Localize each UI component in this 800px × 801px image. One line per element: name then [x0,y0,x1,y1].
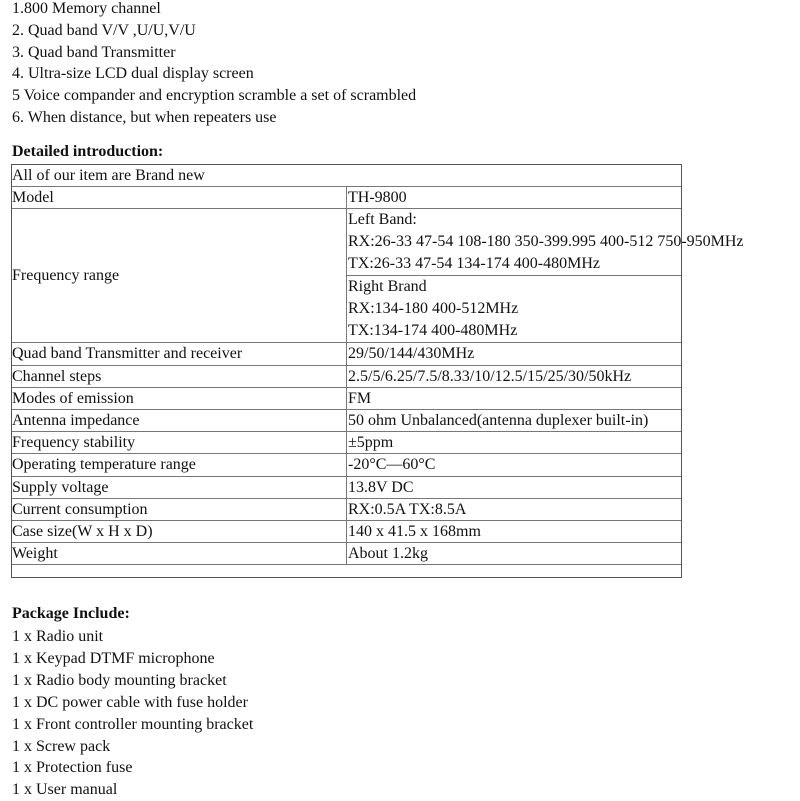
table-row [12,521,681,543]
feature-item: 1.800 Memory channel [12,0,161,17]
spec-value: -20°C—60°C [347,454,682,476]
table-row [12,387,681,409]
right-band-cell [347,276,682,343]
package-item: 1 x Front controller mounting bracket [12,715,254,733]
spec-table [12,165,744,565]
table-row [12,365,681,387]
package-include-heading: Package Include: [12,605,130,622]
table-row [12,454,681,476]
spec-label: Frequency stability [12,432,347,454]
spec-label: Modes of emission [12,387,347,409]
package-item: 1 x User manual [12,781,118,799]
right-band-title: Right Brand [348,278,427,296]
table-row [12,165,681,187]
spec-value: 29/50/144/430MHz [347,343,682,365]
feature-list [12,0,416,129]
left-band-cell [347,209,744,276]
spec-label: Current consumption [12,498,347,520]
spec-value: 13.8V DC [347,476,682,498]
intro-cell: All of our item are Brand new [12,165,681,187]
table-row [12,410,681,432]
spec-label: Weight [12,543,347,565]
spec-value: 2.5/5/6.25/7.5/8.33/10/12.5/15/25/30/50kHz [347,365,682,387]
table-row [12,476,681,498]
detailed-introduction-heading: Detailed introduction: [12,143,164,160]
left-band-title: Left Band: [348,211,417,229]
spec-label: Frequency range [12,209,347,343]
package-item: 1 x Protection fuse [12,759,133,777]
right-band-rx: RX:134-180 400-512MHz [348,300,519,318]
spec-value: RX:0.5A TX:8.5A [347,498,682,520]
package-item: 1 x Radio body mounting bracket [12,671,227,689]
spec-table-container [11,164,744,578]
table-row [12,187,681,209]
spec-label: Quad band Transmitter and receiver [12,343,347,365]
table-row [12,343,681,365]
spec-value: About 1.2kg [347,543,682,565]
feature-item: 6. When distance, but when repeaters use [12,108,277,126]
package-list [12,626,253,801]
table-row [12,432,681,454]
spec-value: ±5ppm [347,432,682,454]
spec-value: 140 x 41.5 x 168mm [347,521,682,543]
package-item: 1 x Keypad DTMF microphone [12,649,215,667]
package-item: 1 x DC power cable with fuse holder [12,693,248,711]
spec-label: Case size(W x H x D) [12,521,347,543]
spec-label: Antenna impedance [12,410,347,432]
spec-value: FM [347,387,682,409]
spec-value: 50 ohm Unbalanced(antenna duplexer built-in) [347,410,682,432]
package-item: 1 x Screw pack [12,737,111,755]
left-band-rx: RX:26-33 47-54 108-180 350-399.995 400-512 750-950MHz [348,233,744,251]
right-band-tx: TX:134-174 400-480MHz [348,322,518,340]
table-row [12,209,681,276]
feature-item: 4. Ultra-size LCD dual display screen [12,65,254,83]
feature-item: 5 Voice compander and encryption scramble a set of scrambled [12,87,417,105]
left-band-tx: TX:26-33 47-54 134-174 400-480MHz [348,255,600,273]
spec-value: TH-9800 [347,187,682,209]
package-item: 1 x Radio unit [12,628,104,645]
feature-item: 2. Quad band V/V ,U/U,V/U [12,21,196,39]
spec-label: Operating temperature range [12,454,347,476]
spec-label: Supply voltage [12,476,347,498]
table-row [12,543,681,565]
table-row [12,498,681,520]
feature-item: 3. Quad band Transmitter [12,43,176,61]
spec-label: Model [12,187,347,209]
spec-label: Channel steps [12,365,347,387]
